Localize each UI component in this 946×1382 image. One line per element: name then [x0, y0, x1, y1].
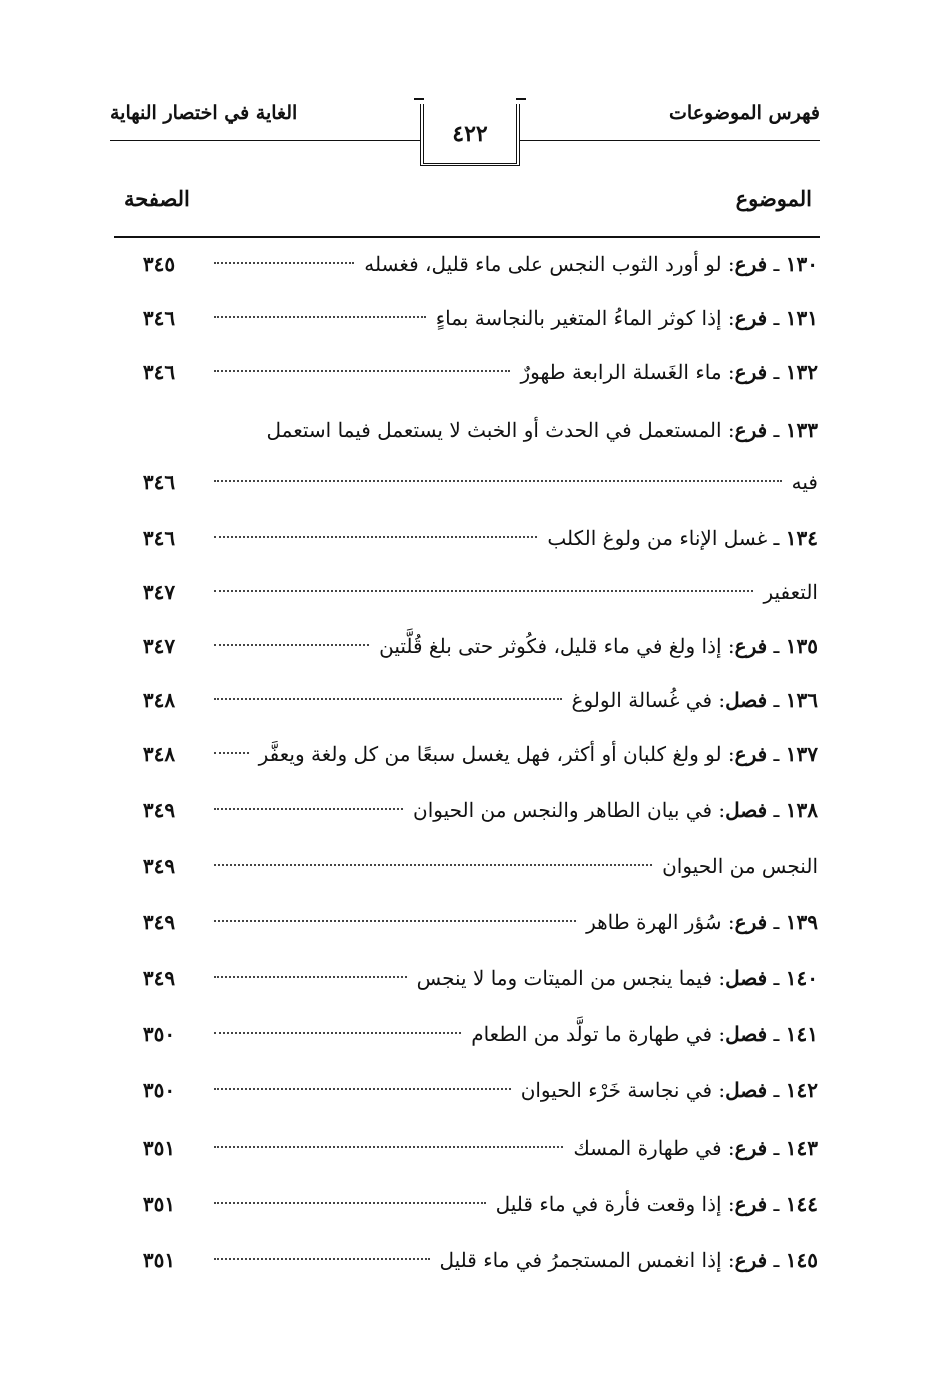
page-number-frame [420, 104, 520, 166]
toc-leader-dots [214, 1258, 430, 1260]
toc-entry-text: إذا ولغ في ماء قليل، فكُوثر حتى بلغ قُلَّتين [379, 634, 722, 658]
toc-entry-title: ١٣٤ ـ غسل الإناء من ولوغ الكلب [547, 526, 818, 550]
toc-entry [0, 1184, 946, 1224]
toc-entry [0, 298, 946, 338]
toc-entry-text: في بيان الطاهر والنجس من الحيوان [413, 798, 713, 822]
toc-entry [0, 518, 946, 558]
toc-entry-kind: فرع [734, 252, 768, 276]
toc-entry-text: في طهارة المسك [573, 1136, 722, 1160]
toc-entry-page: ٣٤٦ [142, 526, 176, 550]
toc-entry-title [662, 846, 818, 886]
toc-entry [0, 734, 946, 774]
toc-entry [0, 846, 946, 886]
toc-entry-page: ٣٤٧ [142, 580, 176, 604]
toc-entry-continuation: فيه [791, 470, 818, 494]
toc-entry-text: لو ولغ كلبان أو أكثر، فهل يغسل سبعًا من كل ولغة ويعفَّر [258, 742, 722, 766]
toc-entry-title: ١٤٢ ـ فصل: في نجاسة خَرْء الحيوان [520, 1078, 818, 1102]
toc-entry-kind: فصل [725, 1078, 768, 1102]
toc-entry-page: ٣٤٩ [142, 854, 176, 878]
toc-entry-kind: فصل [725, 798, 768, 822]
toc-entry-text: في طهارة ما تولَّد من الطعام [471, 1022, 713, 1046]
column-header-rule [114, 236, 820, 238]
toc-entry [0, 902, 946, 942]
toc-entry-title: ١٣٠ ـ فرع: لو أورد الثوب النجس على ماء قليل، فغسله [364, 252, 818, 276]
toc-entry-page: ٣٤٩ [142, 798, 176, 822]
toc-entry-kind: فرع [734, 1136, 768, 1160]
toc-entry [0, 244, 946, 284]
toc-entry-text: فيما ينجس من الميتات وما لا ينجس [416, 966, 713, 990]
toc-entry-number: ١٣٧ [785, 742, 818, 766]
toc-entry-text: في غُسالة الولوغ [571, 688, 713, 712]
running-header-book-title: الغاية في اختصار النهاية [110, 102, 298, 124]
toc-entry [0, 352, 946, 392]
toc-entry-kind: فرع [734, 1248, 768, 1272]
toc-leader-dots [214, 536, 537, 538]
toc-entry-number: ١٣٣ [785, 418, 818, 442]
toc-leader-dots [214, 316, 426, 318]
toc-entry-page: ٣٤٦ [142, 306, 176, 330]
toc-entry [0, 1014, 946, 1054]
toc-entry [0, 626, 946, 666]
toc-leader-dots [214, 1088, 511, 1090]
toc-entry-number: ١٣٨ [785, 798, 818, 822]
toc-entry-kind: فرع [734, 306, 768, 330]
toc-entry-number: ١٣٩ [785, 910, 818, 934]
toc-entry-text: إذا انغمس المستجمرُ في ماء قليل [439, 1248, 722, 1272]
toc-entry-number: ١٣٦ [785, 688, 818, 712]
toc-entry-text: لو أورد الثوب النجس على ماء قليل، فغسله [364, 252, 722, 276]
toc-entry-number: ١٤٥ [785, 1248, 818, 1272]
toc-leader-dots [214, 1146, 563, 1148]
toc-entry-title: ١٤٣ ـ فرع: في طهارة المسك [573, 1136, 818, 1160]
toc-leader-dots [214, 976, 407, 978]
toc-entry-text: إذا كوثر الماءُ المتغير بالنجاسة بماءٍ [435, 306, 722, 330]
toc-entry [0, 1128, 946, 1168]
toc-entry-number: ١٤٣ [785, 1136, 818, 1160]
toc-entry [0, 572, 946, 612]
toc-entry-title [792, 462, 818, 502]
toc-entry-kind: فصل [725, 966, 768, 990]
toc-entry-title: ١٣٧ ـ فرع: لو ولغ كلبان أو أكثر، فهل يغسل سبعًا من كل ولغة ويعفَّر [258, 742, 818, 766]
toc-leader-dots [214, 370, 510, 372]
toc-entry-text: النجس من الحيوان [662, 854, 818, 878]
toc-leader-dots [214, 590, 753, 592]
toc-leader-dots [214, 644, 369, 646]
toc-entry-text: سُؤر الهرة طاهر [586, 910, 722, 934]
toc-entry-title: ١٤٤ ـ فرع: إذا وقعت فأرة في ماء قليل [495, 1192, 818, 1216]
toc-leader-dots [214, 698, 562, 700]
toc-entry-number: ١٣٤ [785, 526, 818, 550]
toc-entry-text: إذا وقعت فأرة في ماء قليل [495, 1192, 722, 1216]
toc-entry-title: ١٣٢ ـ فرع: ماء الغَسلة الرابعة طهورٌ [520, 360, 818, 384]
toc-leader-dots [214, 480, 782, 482]
running-header-section: فهرس الموضوعات [669, 102, 820, 124]
toc-entry-page: ٣٤٥ [142, 252, 176, 276]
toc-entry-title: ١٣٩ ـ فرع: سُؤر الهرة طاهر [586, 910, 818, 934]
toc-entry-number: ١٤٢ [785, 1078, 818, 1102]
toc-entry-first-line: ١٣٣ ـ فرع: المستعمل في الحدث أو الخبث لا يستعمل فيما استعمل [266, 418, 818, 442]
toc-entry-text: غسل الإناء من ولوغ الكلب [547, 526, 768, 550]
toc-entry-page: ٣٤٦ [142, 360, 176, 384]
toc-entry-page: ٣٥١ [142, 1248, 176, 1272]
toc-entry-text: ماء الغَسلة الرابعة طهورٌ [520, 360, 722, 384]
toc-entry-title: ١٤٠ ـ فصل: فيما ينجس من الميتات وما لا ينجس [416, 966, 818, 990]
toc-entry [0, 790, 946, 830]
toc-leader-dots [214, 864, 652, 866]
toc-entry-text: في نجاسة خَرْء الحيوان [520, 1078, 713, 1102]
toc-entry-title: ١٣١ ـ فرع: إذا كوثر الماءُ المتغير بالنجاسة بماءٍ [435, 306, 818, 330]
toc-entry-text: المستعمل في الحدث أو الخبث لا يستعمل فيما استعمل [266, 418, 722, 442]
toc-leader-dots [214, 1202, 486, 1204]
toc-entry-title: ١٣٥ ـ فرع: إذا ولغ في ماء قليل، فكُوثر حتى بلغ قُلَّتين [379, 634, 818, 658]
toc-entry [0, 680, 946, 720]
toc-entry-number: ١٣٢ [785, 360, 818, 384]
toc-entry-number: ١٤١ [785, 1022, 818, 1046]
toc-entry-title: ١٣٦ ـ فصل: في غُسالة الولوغ [571, 688, 818, 712]
toc-entry-page: ٣٥٠ [142, 1022, 176, 1046]
toc-entry-page: ٣٤٧ [142, 634, 176, 658]
toc-entry-title: ١٤٥ ـ فرع: إذا انغمس المستجمرُ في ماء قليل [439, 1248, 818, 1272]
toc-entry-kind: فرع [734, 418, 768, 442]
toc-entry [0, 462, 946, 502]
toc-entry [0, 1240, 946, 1280]
toc-entry-page: ٣٤٩ [142, 966, 176, 990]
toc-entry-number: ١٤٠ [785, 966, 818, 990]
toc-entry-number: ١٣١ [785, 306, 818, 330]
toc-entry-kind: فرع [734, 634, 768, 658]
toc-entry-page: ٣٤٨ [142, 688, 176, 712]
toc-entry-page: ٣٤٦ [142, 470, 176, 494]
toc-entry-kind: فرع [734, 742, 768, 766]
toc-entry-text: التعفير [763, 580, 818, 604]
toc-leader-dots [214, 1032, 461, 1034]
toc-entry-page: ٣٥١ [142, 1192, 176, 1216]
column-header-page: الصفحة [124, 186, 190, 211]
toc-leader-dots [214, 262, 354, 264]
toc-entry-kind: فصل [725, 688, 768, 712]
toc-entry-title [763, 572, 818, 612]
toc-entry-page: ٣٥٠ [142, 1078, 176, 1102]
toc-entry-kind: فرع [734, 1192, 768, 1216]
toc-entry-kind: فصل [725, 1022, 768, 1046]
toc-entry [0, 958, 946, 998]
toc-entry-kind: فرع [734, 360, 768, 384]
toc-entry-number: ١٤٤ [785, 1192, 818, 1216]
toc-leader-dots [214, 752, 249, 754]
toc-entry-page: ٣٥١ [142, 1136, 176, 1160]
toc-entry-number: ١٣٠ [785, 252, 818, 276]
toc-entry-title: ١٣٨ ـ فصل: في بيان الطاهر والنجس من الحيوان [413, 798, 818, 822]
column-header-topic: الموضوع [735, 186, 812, 211]
toc-entry [0, 1070, 946, 1110]
toc-leader-dots [214, 808, 403, 810]
toc-entry-title: ١٤١ ـ فصل: في طهارة ما تولَّد من الطعام [471, 1022, 818, 1046]
toc-entry-page: ٣٤٩ [142, 910, 176, 934]
toc-entry-number: ١٣٥ [785, 634, 818, 658]
toc-leader-dots [214, 920, 576, 922]
page-number: ٤٢٢ [452, 120, 488, 147]
toc-entry-page: ٣٤٨ [142, 742, 176, 766]
toc-entry-kind: فرع [734, 910, 768, 934]
